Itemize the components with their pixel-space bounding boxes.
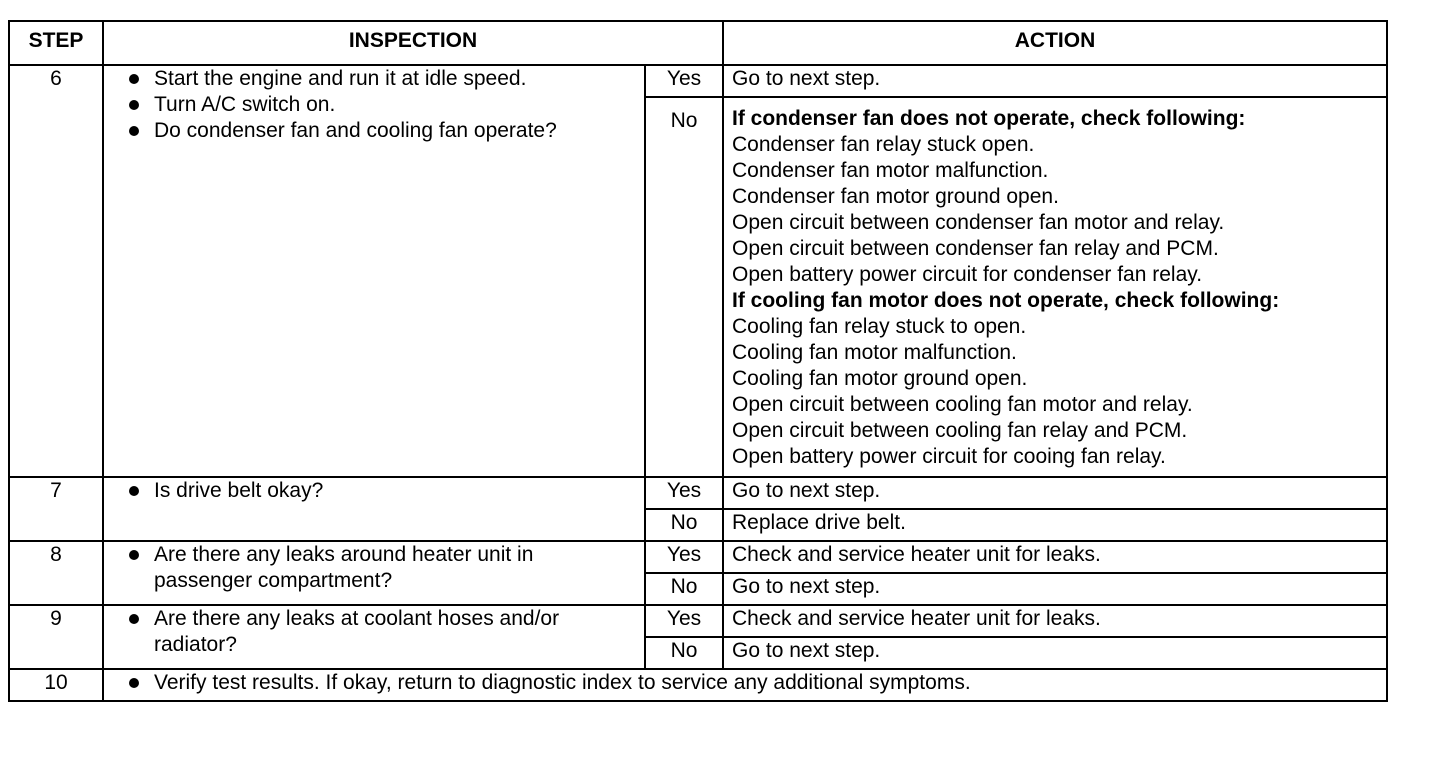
action-line: Condenser fan relay stuck open. [732,133,1035,156]
inspection-item: Do condenser fan and cooling fan operate? [112,118,636,144]
header-row [9,21,1387,65]
inspection-cell [103,541,645,605]
table-row [9,605,1387,637]
inspection-item: Start the engine and run it at idle speed. [112,66,636,92]
inspection-cell [103,669,1387,701]
no-label: No [645,573,723,605]
step-number: 8 [9,541,103,605]
no-label: No [645,97,723,477]
inspection-cell [103,477,645,541]
action-line: Condenser fan motor malfunction. [732,159,1049,182]
no-action: Go to next step. [723,573,1387,605]
inspection-cell [103,605,645,669]
step-number: 10 [9,669,103,701]
yes-label: Yes [645,605,723,637]
action-line: Cooling fan relay stuck to open. [732,315,1027,338]
no-label: No [645,509,723,541]
header-inspection: INSPECTION [103,21,723,65]
inspection-item: Is drive belt okay? [112,478,636,504]
header-action: ACTION [723,21,1387,65]
action-line: Open circuit between cooling fan relay and PCM. [732,419,1188,442]
action-line: Open circuit between cooling fan motor and relay. [732,393,1193,416]
no-action: Replace drive belt. [723,509,1387,541]
inspection-item: Are there any leaks around heater unit in passenger compartment? [112,542,636,594]
table-row [9,477,1387,509]
table-row [9,541,1387,573]
step-number: 7 [9,477,103,541]
no-action [723,97,1387,477]
yes-action: Check and service heater unit for leaks. [723,605,1387,637]
action-line: Condenser fan motor ground open. [732,185,1059,208]
step-number: 6 [9,65,103,477]
action-heading: If cooling fan motor does not operate, check following: [732,289,1280,312]
yes-action: Go to next step. [723,477,1387,509]
header-step: STEP [9,21,103,65]
inspection-item: Turn A/C switch on. [112,92,636,118]
action-line: Cooling fan motor ground open. [732,367,1028,390]
no-label: No [645,637,723,669]
action-line: Open battery power circuit for condenser fan relay. [732,263,1203,286]
yes-label: Yes [645,541,723,573]
action-line: Open circuit between condenser fan motor and relay. [732,211,1225,234]
no-action: Go to next step. [723,637,1387,669]
yes-label: Yes [645,65,723,97]
inspection-cell [103,65,645,477]
step-number: 9 [9,605,103,669]
table-row [9,65,1387,97]
inspection-item: Verify test results. If okay, return to diagnostic index to service any additional symptoms. [112,670,1378,696]
action-line: Open circuit between condenser fan relay and PCM. [732,237,1219,260]
yes-action: Check and service heater unit for leaks. [723,541,1387,573]
action-line: Cooling fan motor malfunction. [732,341,1017,364]
inspection-item: Are there any leaks at coolant hoses and/or radiator? [112,606,636,658]
diagnostic-table [8,20,1388,702]
yes-label: Yes [645,477,723,509]
action-heading: If condenser fan does not operate, check following: [732,107,1246,130]
action-line: Open battery power circuit for cooing fan relay. [732,445,1166,468]
table-row [9,669,1387,701]
yes-action: Go to next step. [723,65,1387,97]
